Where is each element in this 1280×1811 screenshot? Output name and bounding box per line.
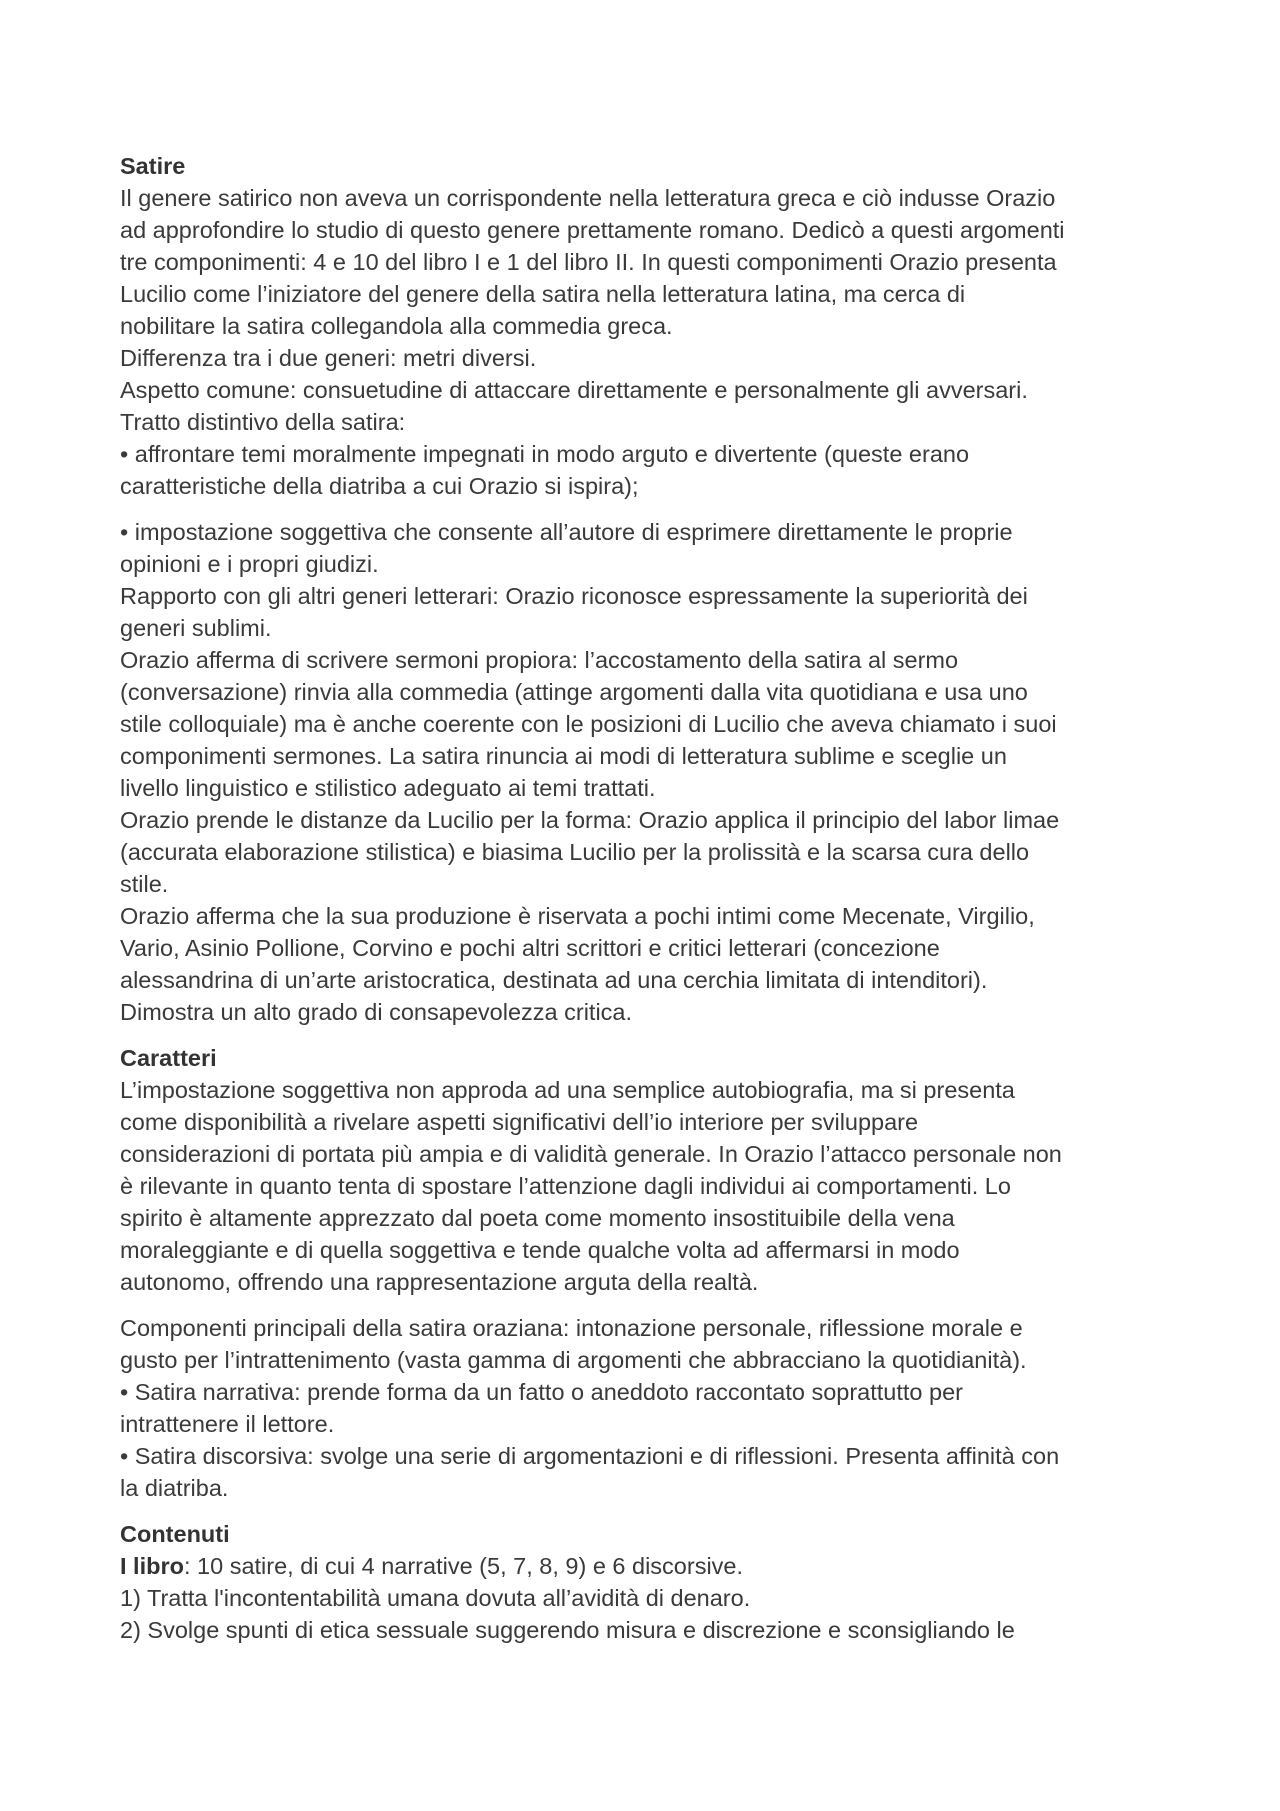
text-line: Orazio afferma di scrivere sermoni propiora: l’accostamento della satira al sermo: [120, 647, 959, 673]
text-line: Rapporto con gli altri generi letterari: Orazio riconosce espressamente la superiorità dei: [120, 583, 1028, 609]
section-title-contenuti: Contenuti: [120, 1521, 230, 1547]
bullet-line: • Satira discorsiva: svolge una serie di argomentazioni e di riflessioni. Presenta affinità con: [120, 1443, 1060, 1469]
caratteri-paragraph-2: [120, 1312, 1170, 1504]
bullet-line: • affrontare temi moralmente impegnati in modo arguto e divertente (queste erano: [120, 441, 970, 467]
text-line: Vario, Asinio Pollione, Corvino e pochi altri scrittori e critici letterari (concezione: [120, 935, 940, 961]
text-line: come disponibilità a rivelare aspetti significativi dell’io interiore per sviluppare: [120, 1109, 919, 1135]
contenuti-paragraph: [120, 1550, 1170, 1646]
text-line: Orazio afferma che la sua produzione è riservata a pochi intimi come Mecenate, Virgilio,: [120, 903, 1035, 929]
text-line: Dimostra un alto grado di consapevolezza critica.: [120, 999, 633, 1025]
text-line: considerazioni di portata più ampia e di validità generale. In Orazio l’attacco personale non: [120, 1141, 1062, 1167]
text-line: spirito è altamente apprezzato dal poeta come momento insostituibile della vena: [120, 1205, 955, 1231]
text-line: moraleggiante e di quella soggettiva e tende qualche volta ad affermarsi in modo: [120, 1237, 960, 1263]
text-line: nobilitare la satira collegandola alla commedia greca.: [120, 313, 673, 339]
text-line: la diatriba.: [120, 1475, 229, 1501]
satire-paragraph-2: [120, 516, 1170, 1028]
text-line: Tratto distintivo della satira:: [120, 409, 406, 435]
libro-line: [120, 1550, 1170, 1582]
document-page: [120, 150, 1170, 1646]
text-line: autonomo, offrendo una rappresentazione arguta della realtà.: [120, 1269, 759, 1295]
text-line: stile colloquiale) ma è anche coerente con le posizioni di Lucilio che aveva chiamato i suoi: [120, 711, 1057, 737]
text-line: Il genere satirico non aveva un corrispondente nella letteratura greca e ciò indusse Orazio: [120, 185, 1056, 211]
text-line: è rilevante in quanto tenta di spostare l’attenzione dagli individui ai comportamenti. Lo: [120, 1173, 1011, 1199]
text-line: caratteristiche della diatriba a cui Orazio si ispira);: [120, 473, 639, 499]
libro-label: I libro: [120, 1553, 184, 1579]
text-line: Componenti principali della satira oraziana: intonazione personale, riflessione morale e: [120, 1315, 1023, 1341]
text-line: livello linguistico e stilistico adeguato ai temi trattati.: [120, 775, 656, 801]
section-title-caratteri: Caratteri: [120, 1045, 217, 1071]
text-line: stile.: [120, 871, 169, 897]
bullet-line: • impostazione soggettiva che consente all’autore di esprimere direttamente le proprie: [120, 519, 1013, 545]
text-line: generi sublimi.: [120, 615, 272, 641]
text-line: tre componimenti: 4 e 10 del libro I e 1 del libro II. In questi componimenti Orazio presenta: [120, 249, 1057, 275]
text-line: L’impostazione soggettiva non approda ad una semplice autobiografia, ma si presenta: [120, 1077, 1015, 1103]
text-line: ad approfondire lo studio di questo genere prettamente romano. Dedicò a questi argomenti: [120, 217, 1065, 243]
caratteri-paragraph-1: [120, 1074, 1170, 1298]
satire-paragraph-1: [120, 182, 1170, 502]
text-line: gusto per l’intrattenimento (vasta gamma di argomenti che abbracciano la quotidianità).: [120, 1347, 1027, 1373]
list-item: 2) Svolge spunti di etica sessuale suggerendo misura e discrezione e sconsigliando le: [120, 1617, 1015, 1643]
text-line: Lucilio come l’iniziatore del genere della satira nella letteratura latina, ma cerca di: [120, 281, 966, 307]
text-line: (accurata elaborazione stilistica) e biasima Lucilio per la prolissità e la scarsa cura dello: [120, 839, 1030, 865]
text-line: Orazio prende le distanze da Lucilio per la forma: Orazio applica il principio del labor limae: [120, 807, 1060, 833]
section-title-satire: Satire: [120, 153, 186, 179]
text-line: Aspetto comune: consuetudine di attaccare direttamente e personalmente gli avversari.: [120, 377, 1028, 403]
text-line: alessandrina di un’arte aristocratica, destinata ad una cerchia limitata di intenditori).: [120, 967, 988, 993]
list-item: 1) Tratta l'incontentabilità umana dovuta all’avidità di denaro.: [120, 1585, 751, 1611]
text-line: Differenza tra i due generi: metri diversi.: [120, 345, 537, 371]
text-line: componimenti sermones. La satira rinuncia ai modi di letteratura sublime e sceglie un: [120, 743, 1007, 769]
bullet-line: • Satira narrativa: prende forma da un fatto o aneddoto raccontato soprattutto per: [120, 1379, 963, 1405]
libro-text: : 10 satire, di cui 4 narrative (5, 7, 8, 9) e 6 discorsive.: [183, 1553, 744, 1579]
text-line: opinioni e i propri giudizi.: [120, 551, 379, 577]
text-line: intrattenere il lettore.: [120, 1411, 335, 1437]
text-line: (conversazione) rinvia alla commedia (attinge argomenti dalla vita quotidiana e usa uno: [120, 679, 1028, 705]
